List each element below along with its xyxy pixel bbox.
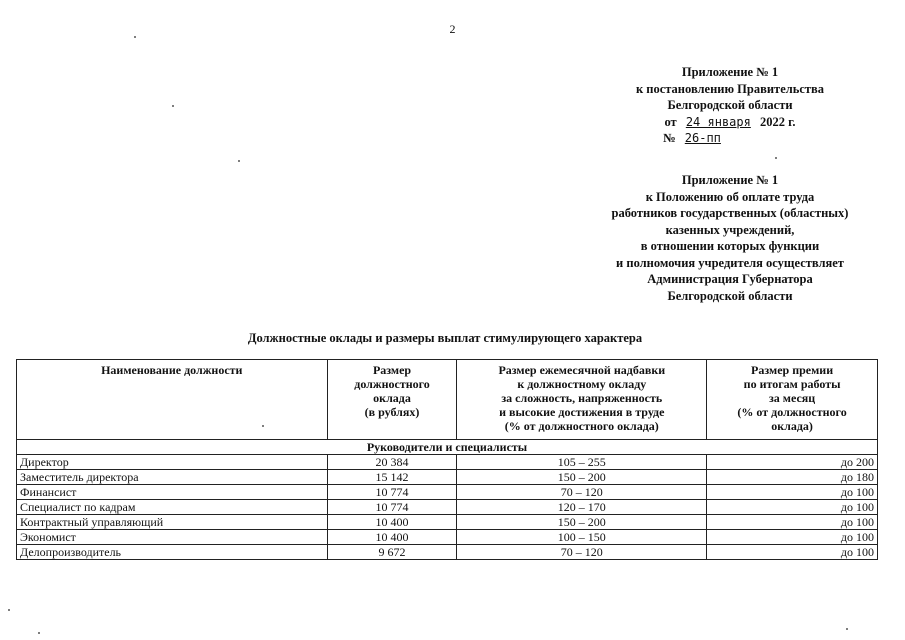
header-position: Наименование должности	[17, 360, 328, 440]
cell-bonus: до 100	[707, 485, 878, 500]
cell-position: Специалист по кадрам	[17, 500, 328, 515]
cell-salary: 20 384	[327, 455, 457, 470]
appendix-1-title: Приложение № 1	[681, 65, 779, 79]
scan-speck	[846, 628, 848, 630]
cell-salary: 10 400	[327, 515, 457, 530]
cell-allowance: 105 – 255	[457, 455, 707, 470]
cell-salary: 15 142	[327, 470, 457, 485]
number-value: 26-пп	[684, 131, 721, 145]
appendix-2-line: Администрация Губернатора	[647, 272, 813, 286]
appendix-1-line2: к постановлению Правительства	[635, 81, 825, 96]
table-row	[17, 485, 878, 500]
cell-position: Финансист	[17, 485, 328, 500]
cell-position: Директор	[17, 455, 328, 470]
appendix-2-line: в отношении которых функции	[640, 239, 820, 253]
date-suffix: 2022 г.	[759, 114, 796, 129]
table-row	[17, 470, 878, 485]
appendix-2-line: и полномочия учредителя осуществляет	[616, 255, 844, 270]
date-prefix: от	[664, 114, 677, 129]
cell-bonus: до 180	[707, 470, 878, 485]
salary-table	[16, 359, 878, 560]
cell-allowance: 120 – 170	[457, 500, 707, 515]
table-row	[17, 500, 878, 515]
cell-salary: 9 672	[327, 545, 457, 560]
table-row	[17, 455, 878, 470]
scan-speck	[8, 609, 10, 611]
header-allowance: Размер ежемесячной надбавки к должностному окладу за сложность, напряженность и высокие достижения в труде (% от должностного оклада)	[457, 360, 707, 440]
number-prefix: №	[663, 131, 676, 145]
appendix-2-line: Белгородской области	[667, 288, 793, 303]
page-number: 2	[449, 22, 456, 36]
cell-bonus: до 100	[707, 515, 878, 530]
table-row	[17, 515, 878, 530]
cell-bonus: до 100	[707, 500, 878, 515]
appendix-regulation	[560, 172, 900, 304]
table-header-row	[17, 360, 878, 440]
cell-salary: 10 774	[327, 500, 457, 515]
scan-speck	[775, 157, 777, 159]
scan-speck	[262, 425, 264, 427]
cell-position: Делопроизводитель	[17, 545, 328, 560]
scan-speck	[134, 36, 136, 38]
appendix-2-line: работников государственных (областных)	[611, 206, 849, 220]
appendix-1-date	[560, 114, 900, 131]
appendix-1-line3: Белгородской области	[667, 98, 793, 112]
scan-speck	[238, 160, 240, 162]
appendix-1-number	[490, 130, 900, 147]
header-salary: Размер должностного оклада (в рублях)	[327, 360, 457, 440]
appendix-2-line: Приложение № 1	[681, 173, 779, 187]
table-title: Должностные оклады и размеры выплат стимулирующего характера	[247, 331, 643, 345]
cell-allowance: 150 – 200	[457, 515, 707, 530]
cell-allowance: 100 – 150	[457, 530, 707, 545]
appendix-government-resolution	[560, 64, 900, 147]
date-value: 24 января	[685, 114, 751, 129]
cell-salary: 10 400	[327, 530, 457, 545]
appendix-2-line: казенных учреждений,	[665, 222, 795, 237]
appendix-2-line: к Положению об оплате труда	[645, 189, 815, 204]
scan-speck	[38, 632, 40, 634]
table-row	[17, 530, 878, 545]
scan-speck	[172, 105, 174, 107]
cell-position: Экономист	[17, 530, 328, 545]
cell-bonus: до 100	[707, 545, 878, 560]
cell-bonus: до 200	[707, 455, 878, 470]
table-row	[17, 545, 878, 560]
cell-bonus: до 100	[707, 530, 878, 545]
section-title: Руководители и специалисты	[17, 440, 878, 455]
header-bonus: Размер премии по итогам работы за месяц (% от должностного оклада)	[707, 360, 878, 440]
cell-salary: 10 774	[327, 485, 457, 500]
cell-allowance: 150 – 200	[457, 470, 707, 485]
cell-allowance: 70 – 120	[457, 485, 707, 500]
cell-position: Контрактный управляющий	[17, 515, 328, 530]
cell-position: Заместитель директора	[17, 470, 328, 485]
section-row	[17, 440, 878, 455]
cell-allowance: 70 – 120	[457, 545, 707, 560]
